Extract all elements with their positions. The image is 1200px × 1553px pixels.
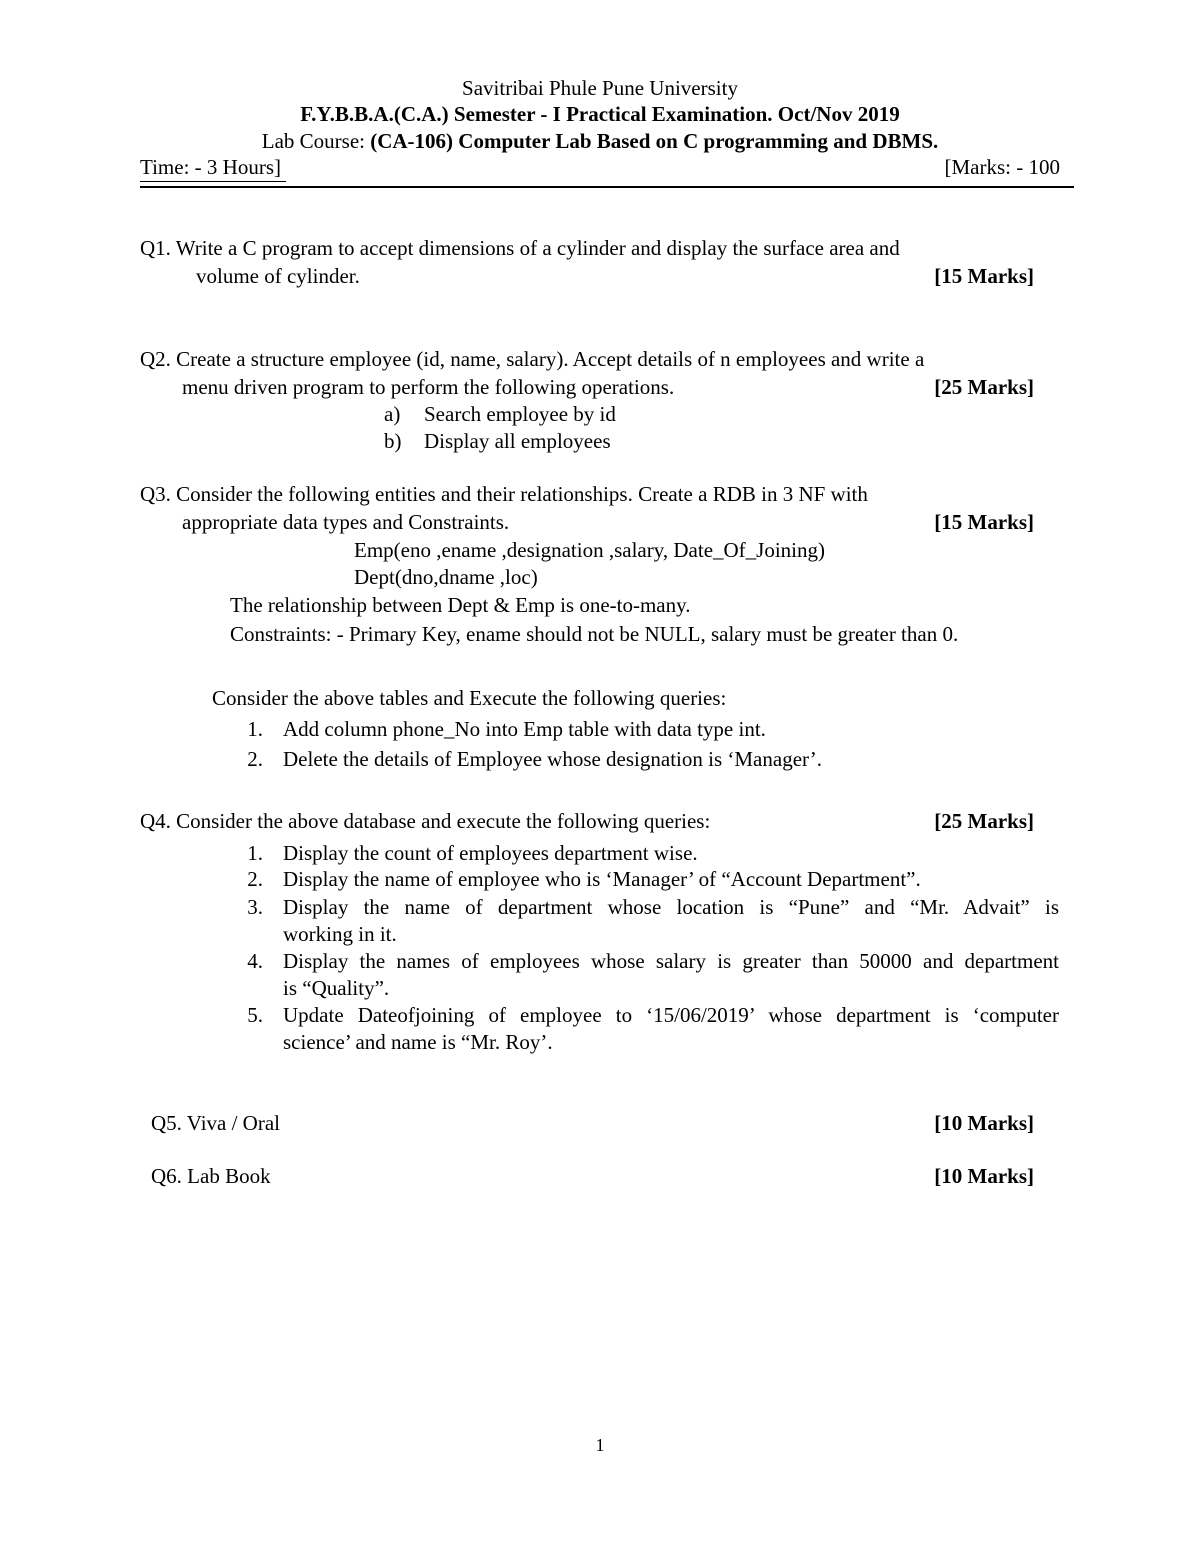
q6-label: Q6. Lab Book xyxy=(151,1164,271,1188)
q2-option-label: a) xyxy=(384,402,401,426)
q6-marks: [10 Marks] xyxy=(934,1164,1034,1188)
q3-constraints: Constraints: - Primary Key, ename should not be NULL, salary must be greater than 0. xyxy=(230,622,959,646)
q3-query-text: Add column phone_No into Emp table with data type int. xyxy=(283,717,766,741)
q3-query-intro: Consider the above tables and Execute the following queries: xyxy=(212,686,727,710)
q4-query-number: 1. xyxy=(247,841,263,865)
q5-label: Q5. Viva / Oral xyxy=(151,1111,280,1135)
time-underline xyxy=(140,181,286,182)
q4-query-text: Display the names of employees whose salary is greater than 50000 and department xyxy=(283,949,1059,973)
q4-query-text: Display the name of employee who is ‘Manager’ of “Account Department”. xyxy=(283,867,921,891)
header-divider xyxy=(140,186,1074,188)
q3-entity-emp: Emp(eno ,ename ,designation ,salary, Date_Of_Joining) xyxy=(354,538,826,562)
q3-entity-dept: Dept(dno,dname ,loc) xyxy=(354,565,538,589)
q4-query-number: 3. xyxy=(247,895,263,919)
q3-line2: appropriate data types and Constraints. xyxy=(182,510,510,534)
course-prefix: Lab Course: xyxy=(261,129,371,153)
q3-query-number: 1. xyxy=(247,717,263,741)
q2-option-label: b) xyxy=(384,429,402,453)
q4-query-text-cont: science’ and name is “Mr. Roy’. xyxy=(283,1030,553,1054)
university-name: Savitribai Phule Pune University xyxy=(462,76,738,100)
q2-line1: Q2. Create a structure employee (id, name, salary). Accept details of n employees and write a xyxy=(140,347,925,371)
q3-relationship: The relationship between Dept & Emp is one-to-many. xyxy=(230,593,691,617)
q1-marks: [15 Marks] xyxy=(934,264,1034,288)
page-number: 1 xyxy=(595,1435,605,1455)
q4-marks: [25 Marks] xyxy=(934,809,1034,833)
q5-marks: [10 Marks] xyxy=(934,1111,1034,1135)
q4-query-text: Display the name of department whose location is “Pune” and “Mr. Advait” is xyxy=(283,895,1059,919)
q3-query-number: 2. xyxy=(247,747,263,771)
total-marks: [Marks: - 100 xyxy=(944,155,1060,179)
q3-query-text: Delete the details of Employee whose designation is ‘Manager’. xyxy=(283,747,823,771)
q4-query-text-cont: working in it. xyxy=(283,922,397,946)
q4-query-number: 5. xyxy=(247,1003,263,1027)
q2-line2: menu driven program to perform the following operations. xyxy=(182,375,675,399)
q4-line1: Q4. Consider the above database and execute the following queries: xyxy=(140,809,711,833)
q2-marks: [25 Marks] xyxy=(934,375,1034,399)
q4-query-text-cont: is “Quality”. xyxy=(283,976,390,1000)
q1-line1: Q1. Write a C program to accept dimensions of a cylinder and display the surface area and xyxy=(140,236,900,260)
time-label: Time: - 3 Hours] xyxy=(140,155,281,179)
course-line xyxy=(0,129,1200,154)
course-name: (CA-106) Computer Lab Based on C programming and DBMS. xyxy=(370,129,939,153)
q3-line1: Q3. Consider the following entities and their relationships. Create a RDB in 3 NF with xyxy=(140,482,868,506)
q4-query-text: Update Dateofjoining of employee to ‘15/06/2019’ whose department is ‘computer xyxy=(283,1003,1059,1027)
q2-option-text: Search employee by id xyxy=(424,402,616,426)
q3-marks: [15 Marks] xyxy=(934,510,1034,534)
q4-query-number: 4. xyxy=(247,949,263,973)
q2-option-text: Display all employees xyxy=(424,429,611,453)
q4-query-number: 2. xyxy=(247,867,263,891)
q4-query-text: Display the count of employees department wise. xyxy=(283,841,698,865)
exam-title: F.Y.B.B.A.(C.A.) Semester - I Practical Examination. Oct/Nov 2019 xyxy=(300,102,900,126)
q1-line2: volume of cylinder. xyxy=(196,264,360,288)
